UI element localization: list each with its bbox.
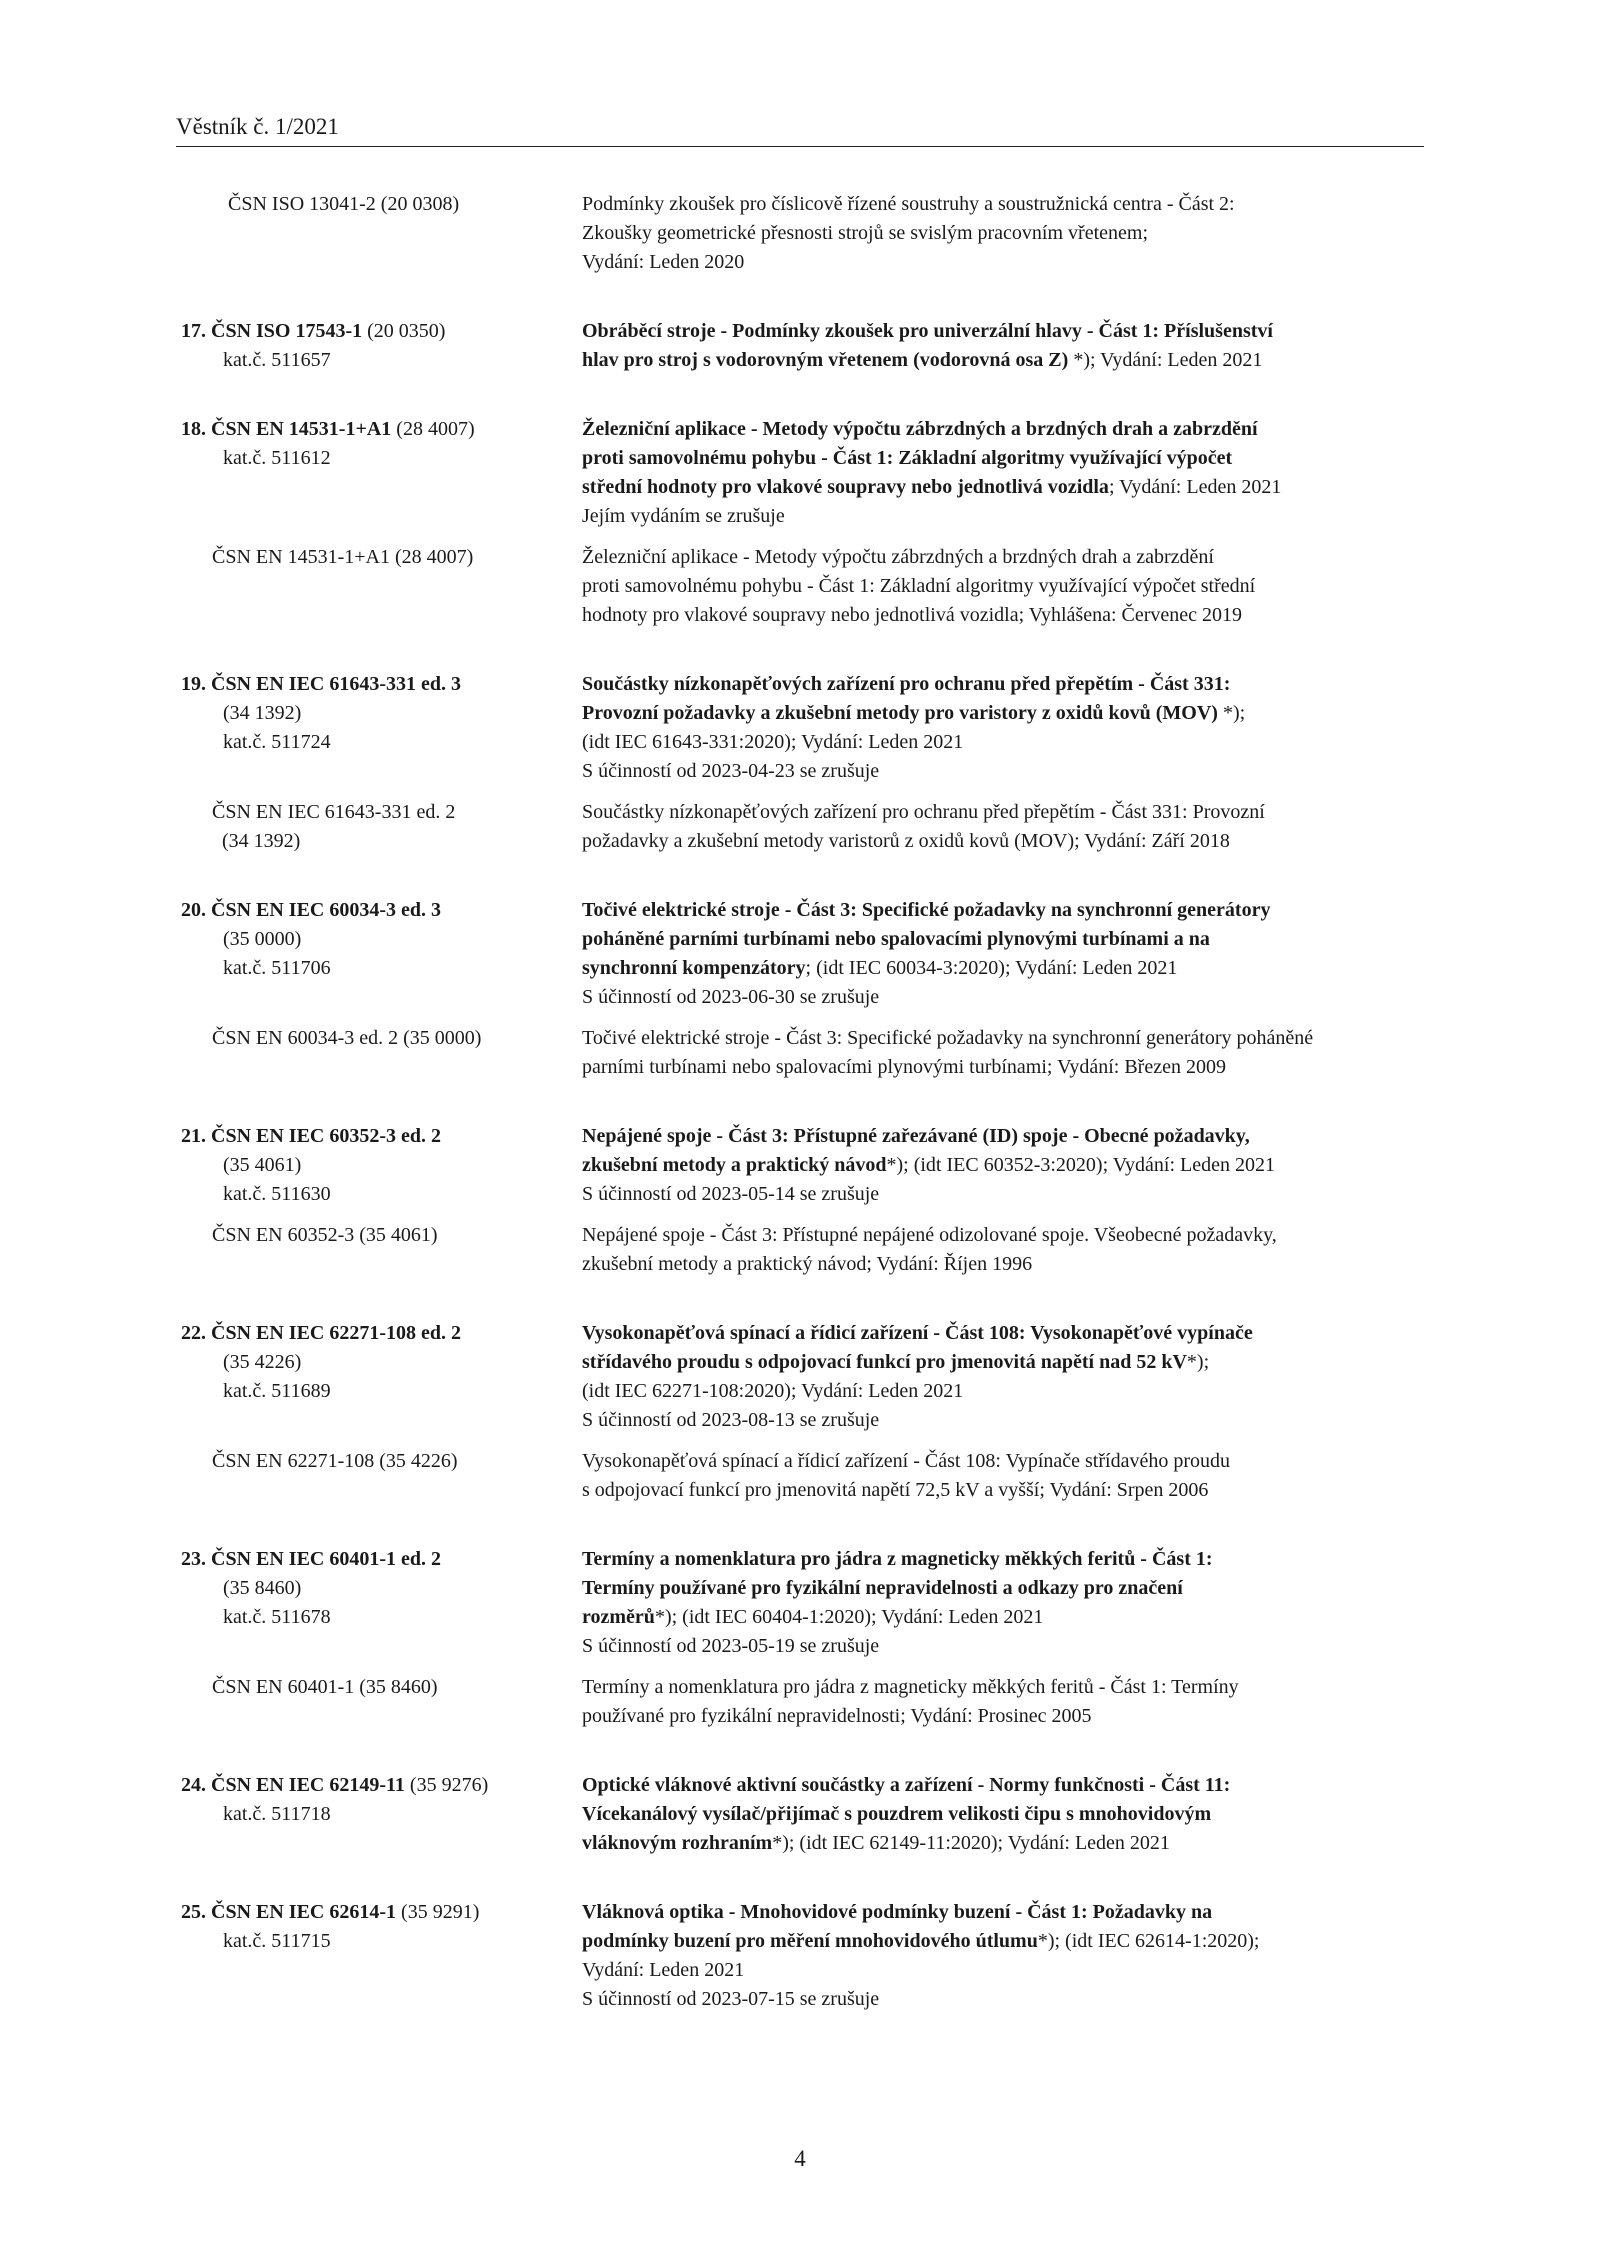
classification-code: (35 9291) [396, 1901, 480, 1923]
classification-code: (35 4226) [218, 1351, 302, 1373]
replaced-code-column [176, 1447, 582, 1505]
entry-row [176, 896, 1426, 1012]
title-line [582, 925, 1426, 954]
entry-note: Vydání: Leden 2021 [582, 1959, 745, 1981]
classification-code: (20 0350) [362, 320, 446, 342]
standard-code-line [176, 670, 582, 699]
standard-code-column [176, 415, 582, 531]
replaced-code-column [176, 1673, 582, 1731]
title-bold: Termíny používané pro fyzikální nepravidelnosti a odkazy pro značení [582, 1577, 1183, 1599]
title-line [582, 670, 1426, 699]
standard-code-line [176, 317, 582, 346]
standard-code: ČSN EN IEC 61643-331 ed. 3 [211, 673, 462, 695]
catalog-number: kat.č. 511689 [218, 1380, 331, 1402]
classification-code: (34 1392) [218, 702, 302, 724]
replaced-title-line: zkušební metody a praktický návod; Vydání: Říjen 1996 [582, 1253, 1033, 1275]
page-header [176, 114, 1424, 147]
replaced-standard-row [176, 1024, 1426, 1082]
replaced-code-column [176, 1024, 582, 1082]
title-line [582, 1898, 1426, 1927]
replaced-standard-row [176, 1447, 1426, 1505]
standard-code-line [176, 1771, 582, 1800]
title-line [582, 1348, 1426, 1377]
standard-title-column [582, 670, 1426, 786]
entry-row [176, 190, 1426, 277]
standard-title-column [582, 1319, 1426, 1435]
standard-code-line [176, 1898, 582, 1927]
classification-code: (35 8460) [218, 1577, 302, 1599]
replaced-title-line: Točivé elektrické stroje - Část 3: Specifické požadavky na synchronní generátory poháněné [582, 1027, 1314, 1049]
replaced-title-line: Vysokonapěťová spínací a řídicí zařízení - Část 108: Vypínače střídavého proudu [582, 1450, 1230, 1472]
entry-row [176, 1122, 1426, 1209]
title-line [582, 699, 1426, 728]
title-bold: vláknovým rozhraním [582, 1832, 773, 1854]
title-tail: ; Vydání: Leden 2021 [1108, 476, 1282, 498]
standard-code-column [176, 896, 582, 1012]
standard-code-column [176, 1122, 582, 1209]
replaced-title-line: parními turbínami nebo spalovacími plynovými turbínami; Vydání: Březen 2009 [582, 1056, 1226, 1078]
replaced-title-column [582, 1673, 1426, 1731]
entry-number: 23. [181, 1548, 206, 1570]
title-line [582, 896, 1426, 925]
title-line [582, 473, 1426, 502]
standard-title-column [582, 317, 1426, 375]
replaced-title-column [582, 1221, 1426, 1279]
title-bold: podmínky buzení pro měření mnohovidového útlumu [582, 1930, 1038, 1952]
entry-number: 20. [181, 899, 206, 921]
title-bold: Termíny a nomenklatura pro jádra z magneticky měkkých feritů - Část 1: [582, 1548, 1213, 1570]
title-line [582, 346, 1426, 375]
standard-entry [176, 1122, 1426, 1279]
standard-code-column [176, 1898, 582, 2014]
title-tail: *); Vydání: Leden 2021 [1068, 349, 1263, 371]
standard-entry [176, 1898, 1426, 2014]
title-line [582, 444, 1426, 473]
standard-entry [176, 1771, 1426, 1858]
replaced-standard-row [176, 798, 1426, 856]
replaced-title-column [582, 1447, 1426, 1505]
title-line [582, 1927, 1426, 1956]
title-tail: *); [1217, 702, 1246, 724]
page-number: 4 [794, 2146, 806, 2171]
classification-code: (35 4061) [218, 1154, 302, 1176]
entry-note: Jejím vydáním se zrušuje [582, 505, 785, 527]
catalog-number: kat.č. 511630 [218, 1183, 331, 1205]
replaced-code-column [176, 798, 582, 856]
title-bold: Obráběcí stroje - Podmínky zkoušek pro univerzální hlavy - Část 1: Příslušenství [582, 320, 1273, 342]
entry-number: 18. [181, 418, 206, 440]
replaced-title-line: hodnoty pro vlakové soupravy nebo jednotlivá vozidla; Vyhlášena: Červenec 2019 [582, 604, 1243, 626]
catalog-number: kat.č. 511724 [218, 731, 331, 753]
entry-row [176, 415, 1426, 531]
entry-note: (idt IEC 62271-108:2020); Vydání: Leden 2021 [582, 1380, 964, 1402]
title-line [582, 1829, 1426, 1858]
standard-title-column [582, 1545, 1426, 1661]
title-line [582, 1574, 1426, 1603]
title-line [582, 1800, 1426, 1829]
replaced-code: ČSN EN 60034-3 ed. 2 (35 0000) [212, 1027, 482, 1049]
replaced-title-line: požadavky a zkušební metody varistorů z oxidů kovů (MOV); Vydání: Září 2018 [582, 830, 1230, 852]
standard-code-column [176, 317, 582, 375]
replaced-title-line: používané pro fyzikální nepravidelnosti; Vydání: Prosinec 2005 [582, 1705, 1092, 1727]
title-bold: Součástky nízkonapěťových zařízení pro ochranu před přepětím - Část 331: [582, 673, 1231, 695]
standard-code-column [176, 670, 582, 786]
standard-code-column [176, 1545, 582, 1661]
entry-number: 22. [181, 1322, 206, 1344]
replaced-code: ČSN EN IEC 61643-331 ed. 2 [212, 801, 456, 823]
title-tail: *); (idt IEC 62614-1:2020); [1037, 1930, 1260, 1952]
standard-entry [176, 1545, 1426, 1731]
title-line [582, 415, 1426, 444]
replaced-code: (34 1392) [222, 830, 301, 852]
title-bold: Optické vláknové aktivní součástky a zařízení - Normy funkčnosti - Část 11: [582, 1774, 1231, 1796]
title-line [582, 1545, 1426, 1574]
entry-number: 25. [181, 1901, 206, 1923]
standard-entry [176, 415, 1426, 630]
classification-code: (35 9276) [404, 1774, 489, 1796]
title-line [582, 1603, 1426, 1632]
title-line: Vydání: Leden 2020 [582, 251, 745, 273]
entry-row [176, 1319, 1426, 1435]
title-tail: ; (idt IEC 60034-3:2020); Vydání: Leden 2021 [805, 957, 1178, 979]
standard-title-column [582, 896, 1426, 1012]
replaced-standard-row [176, 1221, 1426, 1279]
classification-code: (35 0000) [218, 928, 302, 950]
standard-title-column [582, 190, 1426, 277]
entry-note: S účinností od 2023-05-14 se zrušuje [582, 1183, 880, 1205]
catalog-number: kat.č. 511706 [218, 957, 331, 979]
title-bold: proti samovolnému pohybu - Část 1: Základní algoritmy využívající výpočet [582, 447, 1233, 469]
title-bold: Provozní požadavky a zkušební metody pro varistory z oxidů kovů (MOV) [582, 702, 1218, 724]
standard-entry [176, 1319, 1426, 1505]
standard-title-column [582, 415, 1426, 531]
title-bold: hlav pro stroj s vodorovným vřetenem (vodorovná osa Z) [582, 349, 1069, 371]
entry-number: 24. [181, 1774, 206, 1796]
catalog-number: kat.č. 511718 [218, 1803, 331, 1825]
title-tail: *); (idt IEC 60352-3:2020); Vydání: Leden 2021 [886, 1154, 1275, 1176]
replaced-title-column [582, 543, 1426, 630]
title-line [582, 1319, 1426, 1348]
replaced-code: ČSN EN 60401-1 (35 8460) [212, 1676, 438, 1698]
standard-code: ČSN EN IEC 60034-3 ed. 3 [211, 899, 442, 921]
title-bold: střední hodnoty pro vlakové soupravy nebo jednotlivá vozidla [582, 476, 1109, 498]
title-line [582, 1122, 1426, 1151]
title-line [582, 1771, 1426, 1800]
standard-code-line [176, 415, 582, 444]
standard-code: ČSN ISO 13041-2 (20 0308) [228, 193, 460, 215]
entry-note: S účinností od 2023-05-19 se zrušuje [582, 1635, 880, 1657]
standard-code-line [176, 1122, 582, 1151]
standard-code: ČSN EN IEC 62614-1 [211, 1901, 397, 1923]
standard-code-column [176, 1771, 582, 1858]
replaced-title-line: Nepájené spoje - Část 3: Přístupné nepájené odizolované spoje. Všeobecné požadavky, [582, 1224, 1277, 1246]
title-bold: Vysokonapěťová spínací a řídicí zařízení - Část 108: Vysokonapěťové vypínače [582, 1322, 1253, 1344]
replaced-title-line: Železniční aplikace - Metody výpočtu zábrzdných a brzdných drah a zabrzdění [582, 546, 1214, 568]
standard-code: ČSN EN 14531-1+A1 [211, 418, 392, 440]
replaced-title-line: s odpojovací funkcí pro jmenovitá napětí 72,5 kV a vyšší; Vydání: Srpen 2006 [582, 1479, 1209, 1501]
replaced-title-line: Součástky nízkonapěťových zařízení pro ochranu před přepětím - Část 331: Provozní [582, 801, 1265, 823]
title-line [582, 954, 1426, 983]
standard-code: ČSN ISO 17543-1 [211, 320, 363, 342]
catalog-number: kat.č. 511715 [218, 1930, 331, 1952]
replaced-code-column [176, 543, 582, 630]
entry-number: 19. [181, 673, 206, 695]
standards-list [176, 190, 1426, 2054]
entry-row [176, 317, 1426, 375]
title-line: Podmínky zkoušek pro číslicově řízené soustruhy a soustružnická centra - Část 2: [582, 193, 1235, 215]
title-bold: Železniční aplikace - Metody výpočtu zábrzdných a brzdných drah a zabrzdění [582, 418, 1258, 440]
title-tail: *); [1186, 1351, 1210, 1373]
entry-note: S účinností od 2023-07-15 se zrušuje [582, 1988, 880, 2010]
replaced-title-column [582, 798, 1426, 856]
entry-note: S účinností od 2023-08-13 se zrušuje [582, 1409, 880, 1431]
standard-entry [176, 896, 1426, 1082]
standard-code: ČSN EN IEC 62271-108 ed. 2 [211, 1322, 462, 1344]
replaced-code: ČSN EN 62271-108 (35 4226) [212, 1450, 458, 1472]
standard-code-line [176, 1545, 582, 1574]
title-bold: rozměrů [582, 1606, 655, 1628]
entry-row [176, 1771, 1426, 1858]
entry-number: 21. [181, 1125, 206, 1147]
entry-note: S účinností od 2023-04-23 se zrušuje [582, 760, 880, 782]
entry-row [176, 1898, 1426, 2014]
title-line [582, 317, 1426, 346]
standard-entry [176, 190, 1426, 277]
title-line: Zkoušky geometrické přesnosti strojů se svislým pracovním vřetenem; [582, 222, 1148, 244]
title-bold: poháněné parními turbínami nebo spalovacími plynovými turbínami a na [582, 928, 1210, 950]
title-tail: *); (idt IEC 62149-11:2020); Vydání: Leden 2021 [772, 1832, 1170, 1854]
title-bold: Nepájené spoje - Část 3: Přístupné zařezávané (ID) spoje - Obecné požadavky, [582, 1125, 1250, 1147]
classification-code: (28 4007) [391, 418, 475, 440]
standard-title-column [582, 1771, 1426, 1858]
catalog-number: kat.č. 511612 [218, 447, 331, 469]
title-bold: střídavého proudu s odpojovací funkcí pro jmenovitá napětí nad 52 kV [582, 1351, 1187, 1373]
title-bold: synchronní kompenzátory [582, 957, 806, 979]
entry-row [176, 670, 1426, 786]
entry-note: S účinností od 2023-06-30 se zrušuje [582, 986, 880, 1008]
standard-title-column [582, 1898, 1426, 2014]
standard-code: ČSN EN IEC 62149-11 [211, 1774, 405, 1796]
title-bold: zkušební metody a praktický návod [582, 1154, 887, 1176]
standard-code: ČSN EN IEC 60352-3 ed. 2 [211, 1125, 442, 1147]
standard-title-column [582, 1122, 1426, 1209]
catalog-number: kat.č. 511657 [218, 349, 331, 371]
replaced-code-column [176, 1221, 582, 1279]
replaced-code: ČSN EN 14531-1+A1 (28 4007) [212, 546, 474, 568]
standard-code-line [176, 1319, 582, 1348]
replaced-standard-row [176, 1673, 1426, 1731]
replaced-code: ČSN EN 60352-3 (35 4061) [212, 1224, 438, 1246]
standard-code-column [176, 190, 582, 277]
bulletin-title: Věstník č. 1/2021 [176, 114, 339, 139]
title-tail: *); (idt IEC 60404-1:2020); Vydání: Leden 2021 [654, 1606, 1044, 1628]
entry-row [176, 1545, 1426, 1661]
standard-entry [176, 670, 1426, 856]
catalog-number: kat.č. 511678 [218, 1606, 331, 1628]
entry-note: (idt IEC 61643-331:2020); Vydání: Leden 2021 [582, 731, 964, 753]
standard-code-line [176, 896, 582, 925]
entry-number: 17. [181, 320, 206, 342]
title-line [582, 1151, 1426, 1180]
replaced-title-column [582, 1024, 1426, 1082]
standard-entry [176, 317, 1426, 375]
replaced-title-line: Termíny a nomenklatura pro jádra z magneticky měkkých feritů - Část 1: Termíny [582, 1676, 1239, 1698]
replaced-standard-row [176, 543, 1426, 630]
title-bold: Vláknová optika - Mnohovidové podmínky buzení - Část 1: Požadavky na [582, 1901, 1213, 1923]
standard-code: ČSN EN IEC 60401-1 ed. 2 [211, 1548, 442, 1570]
replaced-title-line: proti samovolnému pohybu - Část 1: Základní algoritmy využívající výpočet střední [582, 575, 1256, 597]
standard-code-column [176, 1319, 582, 1435]
title-bold: Vícekanálový vysílač/přijímač s pouzdrem velikosti čipu s mnohovidovým [582, 1803, 1212, 1825]
title-bold: Točivé elektrické stroje - Část 3: Specifické požadavky na synchronní generátory [582, 899, 1271, 921]
